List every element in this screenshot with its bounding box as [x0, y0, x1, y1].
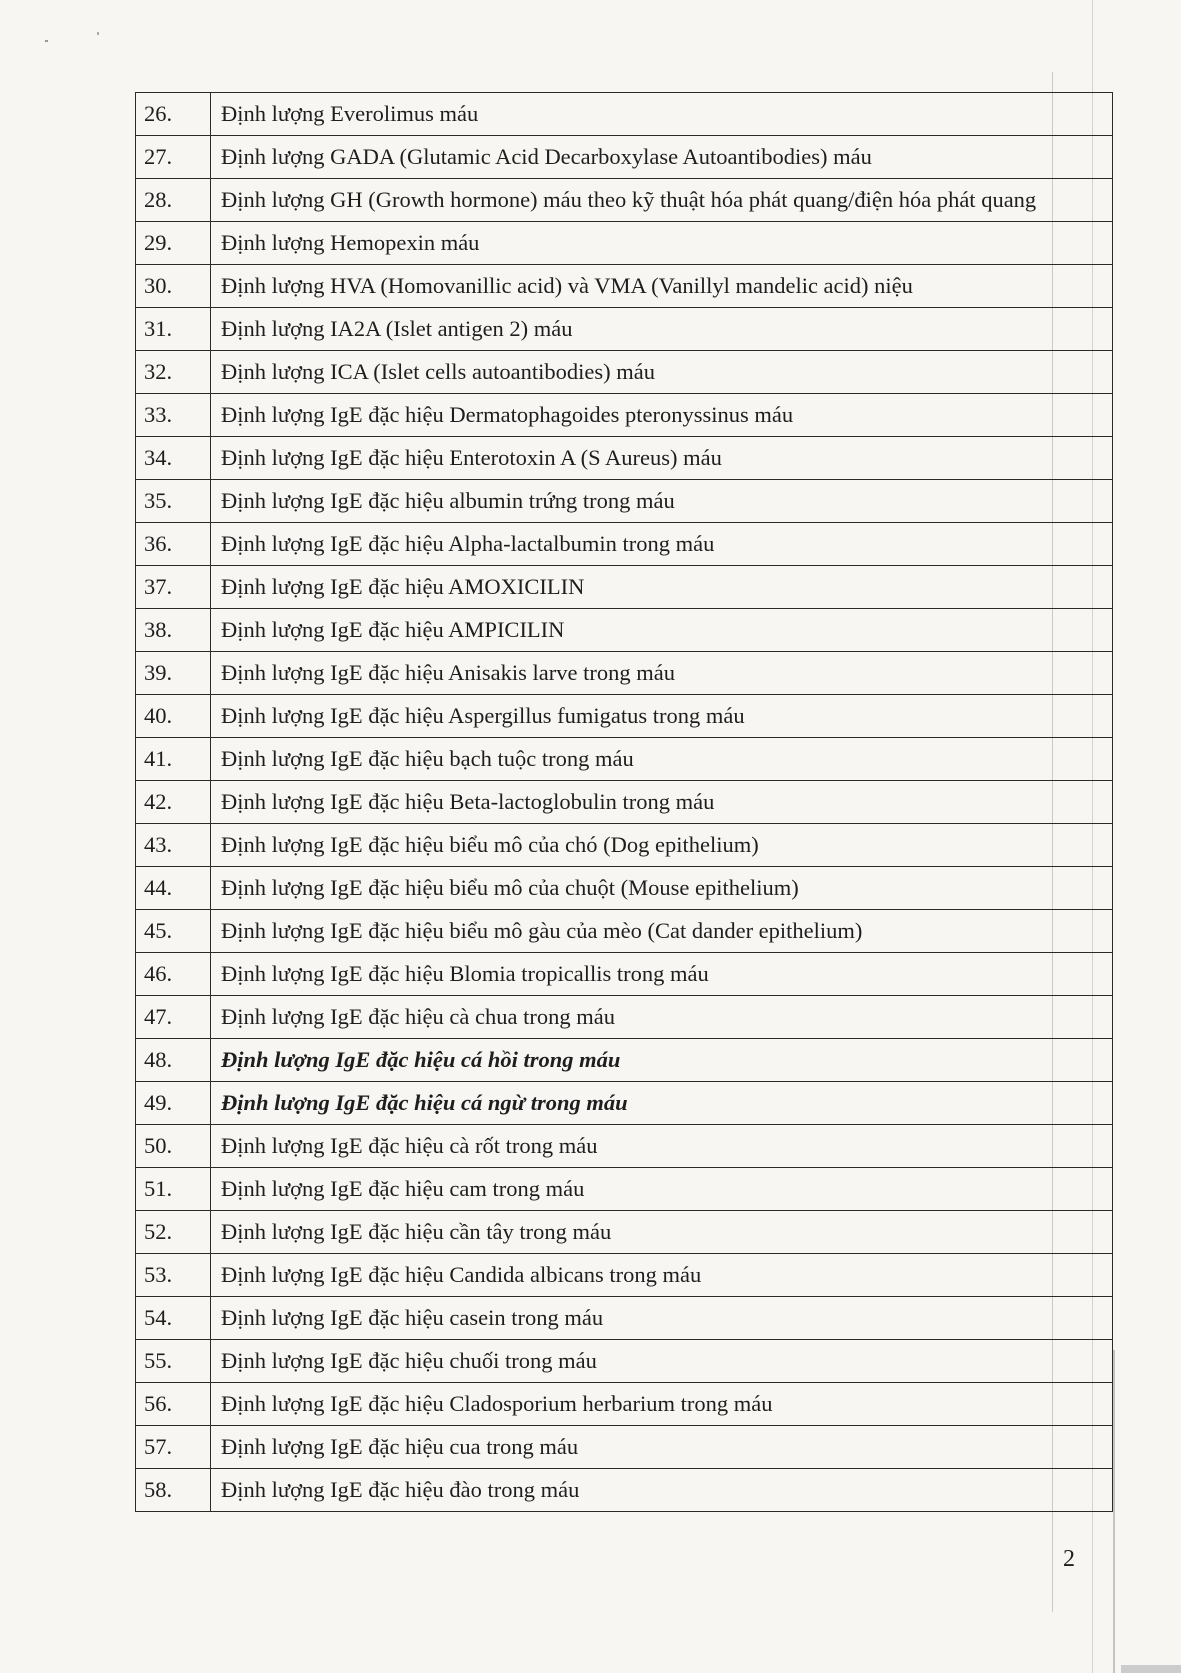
row-number: 41.: [136, 738, 211, 781]
table-row: [136, 136, 1113, 179]
test-name: Định lượng IgE đặc hiệu casein trong máu: [211, 1297, 1113, 1340]
row-number: 32.: [136, 351, 211, 394]
table-row: [136, 781, 1113, 824]
test-name: Định lượng IgE đặc hiệu Blomia tropicallis trong máu: [211, 953, 1113, 996]
table-row: [136, 1383, 1113, 1426]
test-name: Định lượng Everolimus máu: [211, 93, 1113, 136]
test-name: Định lượng IgE đặc hiệu Dermatophagoides pteronyssinus máu: [211, 394, 1113, 437]
table-row: [136, 437, 1113, 480]
row-number: 51.: [136, 1168, 211, 1211]
table-body: [136, 93, 1113, 1512]
table-row: [136, 867, 1113, 910]
row-number: 52.: [136, 1211, 211, 1254]
test-name: Định lượng IgE đặc hiệu Enterotoxin A (S Aureus) máu: [211, 437, 1113, 480]
table-row: [136, 179, 1113, 222]
row-number: 29.: [136, 222, 211, 265]
test-list-table: [135, 92, 1113, 1512]
test-name: Định lượng IgE đặc hiệu Beta-lactoglobulin trong máu: [211, 781, 1113, 824]
test-name: Định lượng IgE đặc hiệu cá hồi trong máu: [211, 1039, 1113, 1082]
test-name: Định lượng IgE đặc hiệu đào trong máu: [211, 1469, 1113, 1512]
table-row: [136, 394, 1113, 437]
test-name: Định lượng IgE đặc hiệu Cladosporium herbarium trong máu: [211, 1383, 1113, 1426]
table-row: [136, 1082, 1113, 1125]
table-row: [136, 1340, 1113, 1383]
test-name: Định lượng IgE đặc hiệu Aspergillus fumigatus trong máu: [211, 695, 1113, 738]
table-row: [136, 1211, 1113, 1254]
test-name: Định lượng ICA (Islet cells autoantibodies) máu: [211, 351, 1113, 394]
row-number: 56.: [136, 1383, 211, 1426]
test-name: Định lượng IgE đặc hiệu bạch tuộc trong máu: [211, 738, 1113, 781]
row-number: 35.: [136, 480, 211, 523]
table-row: [136, 1168, 1113, 1211]
test-name: Định lượng IgE đặc hiệu cá ngừ trong máu: [211, 1082, 1113, 1125]
row-number: 47.: [136, 996, 211, 1039]
test-name: Định lượng IgE đặc hiệu biểu mô gàu của mèo (Cat dander epithelium): [211, 910, 1113, 953]
test-name: Định lượng IA2A (Islet antigen 2) máu: [211, 308, 1113, 351]
row-number: 43.: [136, 824, 211, 867]
table-row: [136, 523, 1113, 566]
test-name: Định lượng IgE đặc hiệu cần tây trong máu: [211, 1211, 1113, 1254]
row-number: 58.: [136, 1469, 211, 1512]
row-number: 38.: [136, 609, 211, 652]
table-row: [136, 695, 1113, 738]
row-number: 44.: [136, 867, 211, 910]
scan-artifact-line: [1113, 1350, 1115, 1673]
row-number: 31.: [136, 308, 211, 351]
row-number: 50.: [136, 1125, 211, 1168]
test-name: Định lượng IgE đặc hiệu Alpha-lactalbumin trong máu: [211, 523, 1113, 566]
row-number: 45.: [136, 910, 211, 953]
table-row: [136, 652, 1113, 695]
test-name: Định lượng Hemopexin máu: [211, 222, 1113, 265]
page-number: 2: [1063, 1546, 1075, 1572]
scan-artifact-blob: [1121, 1665, 1181, 1673]
row-number: 28.: [136, 179, 211, 222]
row-number: 37.: [136, 566, 211, 609]
row-number: 33.: [136, 394, 211, 437]
test-name: Định lượng IgE đặc hiệu Anisakis larve trong máu: [211, 652, 1113, 695]
row-number: 53.: [136, 1254, 211, 1297]
table-row: [136, 953, 1113, 996]
table-row: [136, 351, 1113, 394]
row-number: 40.: [136, 695, 211, 738]
table-row: [136, 1125, 1113, 1168]
row-number: 36.: [136, 523, 211, 566]
test-name: Định lượng IgE đặc hiệu AMPICILIN: [211, 609, 1113, 652]
table-row: [136, 222, 1113, 265]
row-number: 39.: [136, 652, 211, 695]
table-row: [136, 910, 1113, 953]
table-row: [136, 480, 1113, 523]
table-row: [136, 996, 1113, 1039]
test-name: Định lượng IgE đặc hiệu cà chua trong máu: [211, 996, 1113, 1039]
row-number: 34.: [136, 437, 211, 480]
table-row: [136, 566, 1113, 609]
test-name: Định lượng IgE đặc hiệu cua trong máu: [211, 1426, 1113, 1469]
test-name: Định lượng IgE đặc hiệu cà rốt trong máu: [211, 1125, 1113, 1168]
row-number: 26.: [136, 93, 211, 136]
table-row: [136, 308, 1113, 351]
test-name: Định lượng GH (Growth hormone) máu theo kỹ thuật hóa phát quang/điện hóa phát quang: [211, 179, 1113, 222]
scan-artifact-dot: [97, 32, 99, 35]
table-row: [136, 265, 1113, 308]
row-number: 54.: [136, 1297, 211, 1340]
test-name: Định lượng HVA (Homovanillic acid) và VMA (Vanillyl mandelic acid) niệu: [211, 265, 1113, 308]
table-row: [136, 1254, 1113, 1297]
test-name: Định lượng IgE đặc hiệu biểu mô của chuột (Mouse epithelium): [211, 867, 1113, 910]
test-name: Định lượng IgE đặc hiệu AMOXICILIN: [211, 566, 1113, 609]
row-number: 55.: [136, 1340, 211, 1383]
test-name: Định lượng GADA (Glutamic Acid Decarboxylase Autoantibodies) máu: [211, 136, 1113, 179]
row-number: 49.: [136, 1082, 211, 1125]
table-row: [136, 824, 1113, 867]
test-name: Định lượng IgE đặc hiệu Candida albicans trong máu: [211, 1254, 1113, 1297]
table-row: [136, 1039, 1113, 1082]
table-row: [136, 1297, 1113, 1340]
table-row: [136, 93, 1113, 136]
row-number: 42.: [136, 781, 211, 824]
test-name: Định lượng IgE đặc hiệu cam trong máu: [211, 1168, 1113, 1211]
table-row: [136, 738, 1113, 781]
test-name: Định lượng IgE đặc hiệu albumin trứng trong máu: [211, 480, 1113, 523]
table-row: [136, 1426, 1113, 1469]
row-number: 46.: [136, 953, 211, 996]
table-row: [136, 1469, 1113, 1512]
test-name: Định lượng IgE đặc hiệu biểu mô của chó (Dog epithelium): [211, 824, 1113, 867]
table-row: [136, 609, 1113, 652]
row-number: 30.: [136, 265, 211, 308]
test-name: Định lượng IgE đặc hiệu chuối trong máu: [211, 1340, 1113, 1383]
scan-artifact-dot: [45, 40, 48, 42]
row-number: 57.: [136, 1426, 211, 1469]
row-number: 48.: [136, 1039, 211, 1082]
row-number: 27.: [136, 136, 211, 179]
